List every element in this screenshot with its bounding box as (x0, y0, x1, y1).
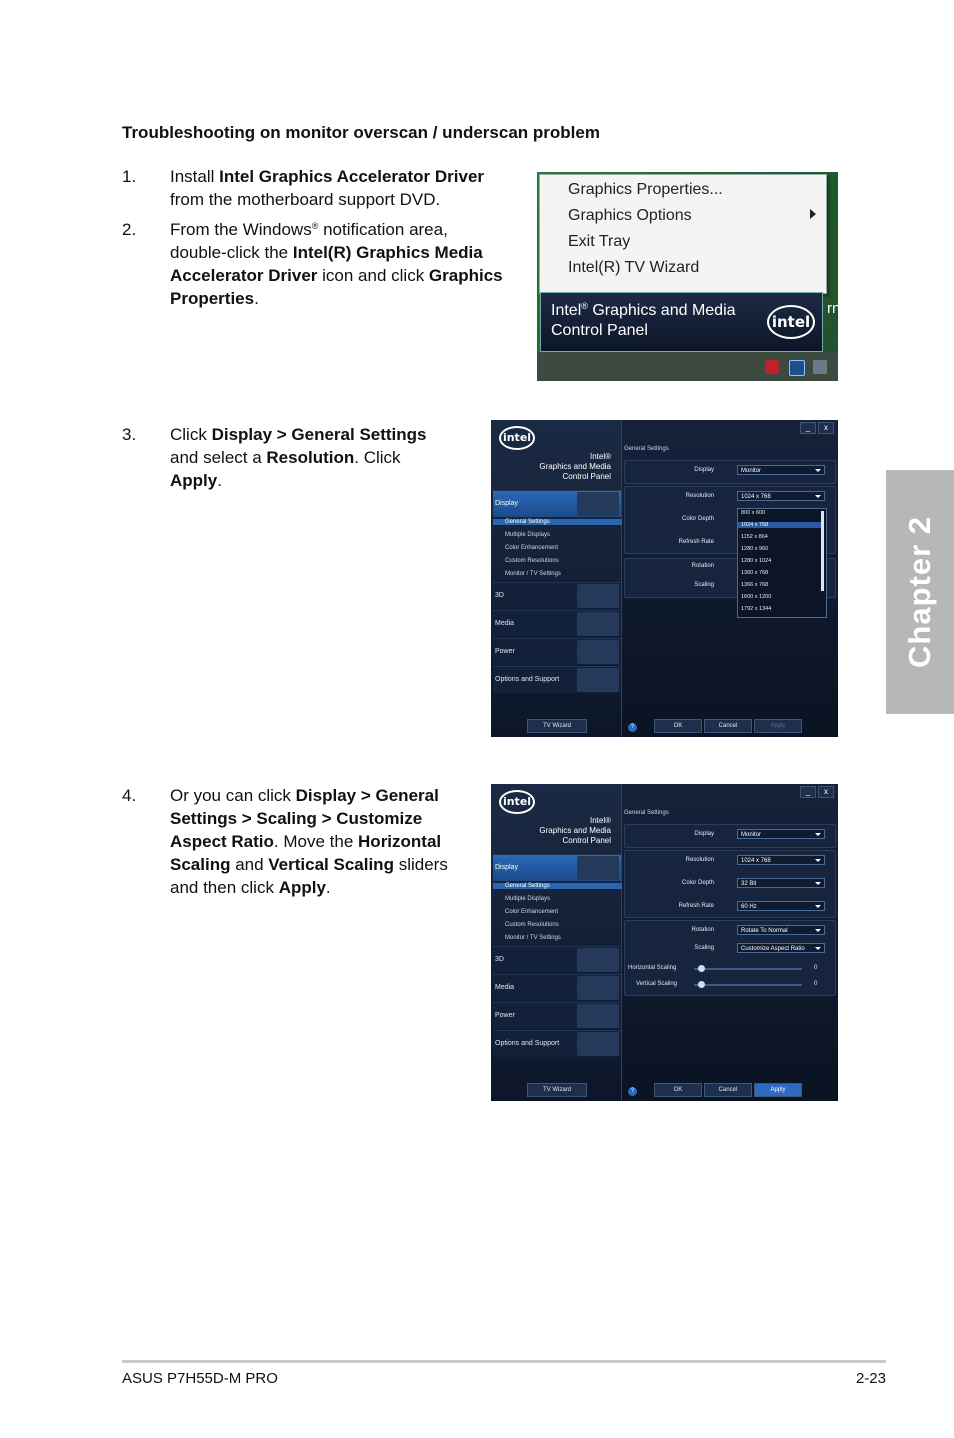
section-heading: Troubleshooting on monitor overscan / underscan problem (122, 123, 600, 142)
app-brand: Intel® Graphics and Media Control Panel (539, 452, 611, 481)
sub-general-settings[interactable]: General Settings (493, 883, 631, 889)
close-button[interactable]: x (818, 422, 834, 434)
resolution-dropdown-list (737, 508, 827, 618)
app-brand: Intel® Graphics and Media Control Panel (539, 816, 611, 845)
label-rotation: Rotation (691, 563, 714, 569)
label-rotation: Rotation (691, 927, 714, 933)
power-plug-icon (577, 1004, 619, 1028)
sidebar (491, 784, 622, 1101)
label-color-depth: Color Depth (681, 880, 714, 886)
label-refresh-rate: Refresh Rate (678, 903, 714, 909)
list-item[interactable]: 1280 x 960 (741, 546, 769, 552)
category-options-support[interactable]: Options and Support (493, 666, 621, 693)
resolution-select[interactable]: 1024 x 768 (737, 491, 825, 501)
label-vertical-scaling: Vertical Scaling (636, 981, 678, 987)
media-film-icon (577, 976, 619, 1000)
power-plug-icon (577, 640, 619, 664)
label-resolution: Resolution (685, 493, 714, 499)
settings-pane (622, 420, 838, 737)
label-display: Display (694, 467, 714, 473)
horizontal-scaling-value: 0 (814, 965, 818, 971)
display-monitor-icon (577, 492, 619, 516)
step-3: 3. Click Display > General Settings and select a Resolution. Click Apply. (122, 425, 427, 490)
horizontal-scaling-track[interactable] (694, 968, 802, 970)
refresh-rate-select[interactable]: 60 Hz (737, 901, 825, 911)
category-display[interactable]: Display (493, 854, 621, 881)
label-resolution: Resolution (685, 857, 714, 863)
minimize-button[interactable]: _ (800, 786, 816, 798)
sub-color-enhancement[interactable]: Color Enhancement (505, 545, 559, 551)
section-title: General Settings (624, 446, 669, 452)
ok-button[interactable]: OK (654, 1083, 702, 1097)
color-depth-select[interactable]: 32 Bit (737, 878, 825, 888)
label-scaling: Scaling (694, 582, 714, 588)
3d-cube-icon (577, 948, 619, 972)
category-display[interactable]: Display (493, 490, 621, 517)
list-item[interactable]: 1360 x 768 (741, 570, 769, 576)
list-item-selected[interactable]: 1024 x 768 (738, 522, 821, 528)
chapter-tab (886, 470, 954, 714)
label-scaling: Scaling (694, 945, 714, 951)
3d-cube-icon (577, 584, 619, 608)
tray-context-menu (539, 174, 827, 294)
display-select[interactable]: Monitor (737, 829, 825, 839)
category-3d[interactable]: 3D (493, 582, 621, 609)
step-4: 4. Or you can click Display > General Settings > Scaling > Customize Aspect Ratio. Move the Horizontal Scaling and Vertical Scaling sliders and then click Apply. (122, 786, 448, 897)
control-panel-screenshot-scaling (491, 784, 838, 1101)
step-number: 4. (122, 786, 137, 805)
list-item[interactable]: 1792 x 1344 (741, 606, 772, 612)
intel-logo-icon: intel (767, 305, 815, 339)
control-panel-banner[interactable]: Intel® Graphics and Media Control Panel intel (540, 292, 823, 352)
media-film-icon (577, 612, 619, 636)
options-tools-icon (577, 1032, 619, 1056)
help-icon[interactable]: ? (628, 1087, 637, 1096)
horizontal-scaling-slider-handle[interactable] (698, 965, 705, 972)
category-options-support[interactable]: Options and Support (493, 1030, 621, 1057)
list-item[interactable]: 1280 x 1024 (741, 558, 772, 564)
step-1: 1. Install Intel Graphics Accelerator Driver from the motherboard support DVD. (122, 167, 485, 209)
apply-button[interactable]: Apply (754, 719, 802, 733)
step-number: 2. (122, 220, 137, 239)
footer-divider (122, 1360, 886, 1363)
sub-monitor-tv-settings[interactable]: Monitor / TV Settings (505, 571, 561, 577)
list-scrollbar[interactable] (821, 511, 824, 591)
control-panel-screenshot-resolution (491, 420, 838, 737)
footer-product-name: ASUS P7H55D-M PRO (122, 1370, 278, 1387)
vertical-scaling-value: 0 (814, 981, 818, 987)
apply-button[interactable]: Apply (754, 1083, 802, 1097)
sub-general-settings[interactable]: General Settings (493, 519, 631, 525)
display-monitor-icon (577, 856, 619, 880)
ok-button[interactable]: OK (654, 719, 702, 733)
vertical-scaling-slider-handle[interactable] (698, 981, 705, 988)
chapter-label: Chapter 2 (902, 516, 937, 668)
step-number: 3. (122, 425, 137, 444)
sub-multiple-displays[interactable]: Multiple Displays (505, 896, 551, 902)
menu-item-graphics-options[interactable]: Graphics Options (568, 207, 692, 224)
cancel-button[interactable]: Cancel (704, 719, 752, 733)
list-item[interactable]: 800 x 600 (741, 510, 766, 516)
scaling-select[interactable]: Customize Aspect Ratio (737, 943, 825, 953)
step-number: 1. (122, 167, 137, 186)
tv-wizard-button[interactable]: TV Wizard (527, 1083, 587, 1097)
minimize-button[interactable]: _ (800, 422, 816, 434)
tv-wizard-button[interactable]: TV Wizard (527, 719, 587, 733)
footer-page-number: 2-23 (855, 1370, 886, 1387)
options-tools-icon (577, 668, 619, 692)
list-item[interactable]: 1366 x 768 (741, 582, 769, 588)
category-media[interactable]: Media (493, 974, 621, 1001)
vertical-scaling-track[interactable] (694, 984, 802, 986)
category-power[interactable]: Power (493, 638, 621, 665)
list-item[interactable]: 1600 x 1200 (741, 594, 772, 600)
label-display: Display (694, 831, 714, 837)
tray-intel-graphics-icon[interactable] (789, 360, 805, 376)
menu-item-tv-wizard[interactable]: Intel(R) TV Wizard (568, 259, 700, 276)
tray-flag-icon[interactable] (765, 360, 779, 374)
label-refresh-rate: Refresh Rate (678, 539, 714, 545)
close-button[interactable]: x (818, 786, 834, 798)
rotation-select[interactable]: Rotate To Normal (737, 925, 825, 935)
resolution-select[interactable]: 1024 x 768 (737, 855, 825, 865)
label-horizontal-scaling: Horizontal Scaling (628, 965, 677, 971)
background-edge-text: rn (827, 300, 841, 317)
sidebar (491, 420, 622, 737)
sub-custom-resolutions[interactable]: Custom Resolutions (505, 922, 559, 928)
sub-multiple-displays[interactable]: Multiple Displays (505, 532, 551, 538)
menu-item-graphics-properties[interactable]: Graphics Properties... (568, 181, 723, 198)
sub-color-enhancement[interactable]: Color Enhancement (505, 909, 559, 915)
help-icon[interactable]: ? (628, 723, 637, 732)
list-item[interactable]: 1152 x 864 (741, 534, 768, 540)
settings-pane (622, 784, 838, 1101)
sub-custom-resolutions[interactable]: Custom Resolutions (505, 558, 559, 564)
sub-monitor-tv-settings[interactable]: Monitor / TV Settings (505, 935, 561, 941)
intel-logo-icon: intel (499, 426, 535, 450)
intel-logo-icon: intel (499, 790, 535, 814)
submenu-arrow-icon (810, 209, 816, 219)
cancel-button[interactable]: Cancel (704, 1083, 752, 1097)
display-select[interactable]: Monitor (737, 465, 825, 475)
tray-menu-screenshot (537, 172, 841, 381)
menu-item-exit-tray[interactable]: Exit Tray (568, 233, 631, 250)
label-color-depth: Color Depth (681, 516, 714, 522)
category-power[interactable]: Power (493, 1002, 621, 1029)
taskbar (537, 352, 838, 381)
tray-network-icon[interactable] (813, 360, 827, 374)
section-title: General Settings (624, 810, 669, 816)
step-2: 2. From the Windows® notification area, double-click the Intel(R) Graphics Media Accelerator Driver icon and click Graphics Properties. (122, 220, 503, 308)
category-media[interactable]: Media (493, 610, 621, 637)
category-3d[interactable]: 3D (493, 946, 621, 973)
